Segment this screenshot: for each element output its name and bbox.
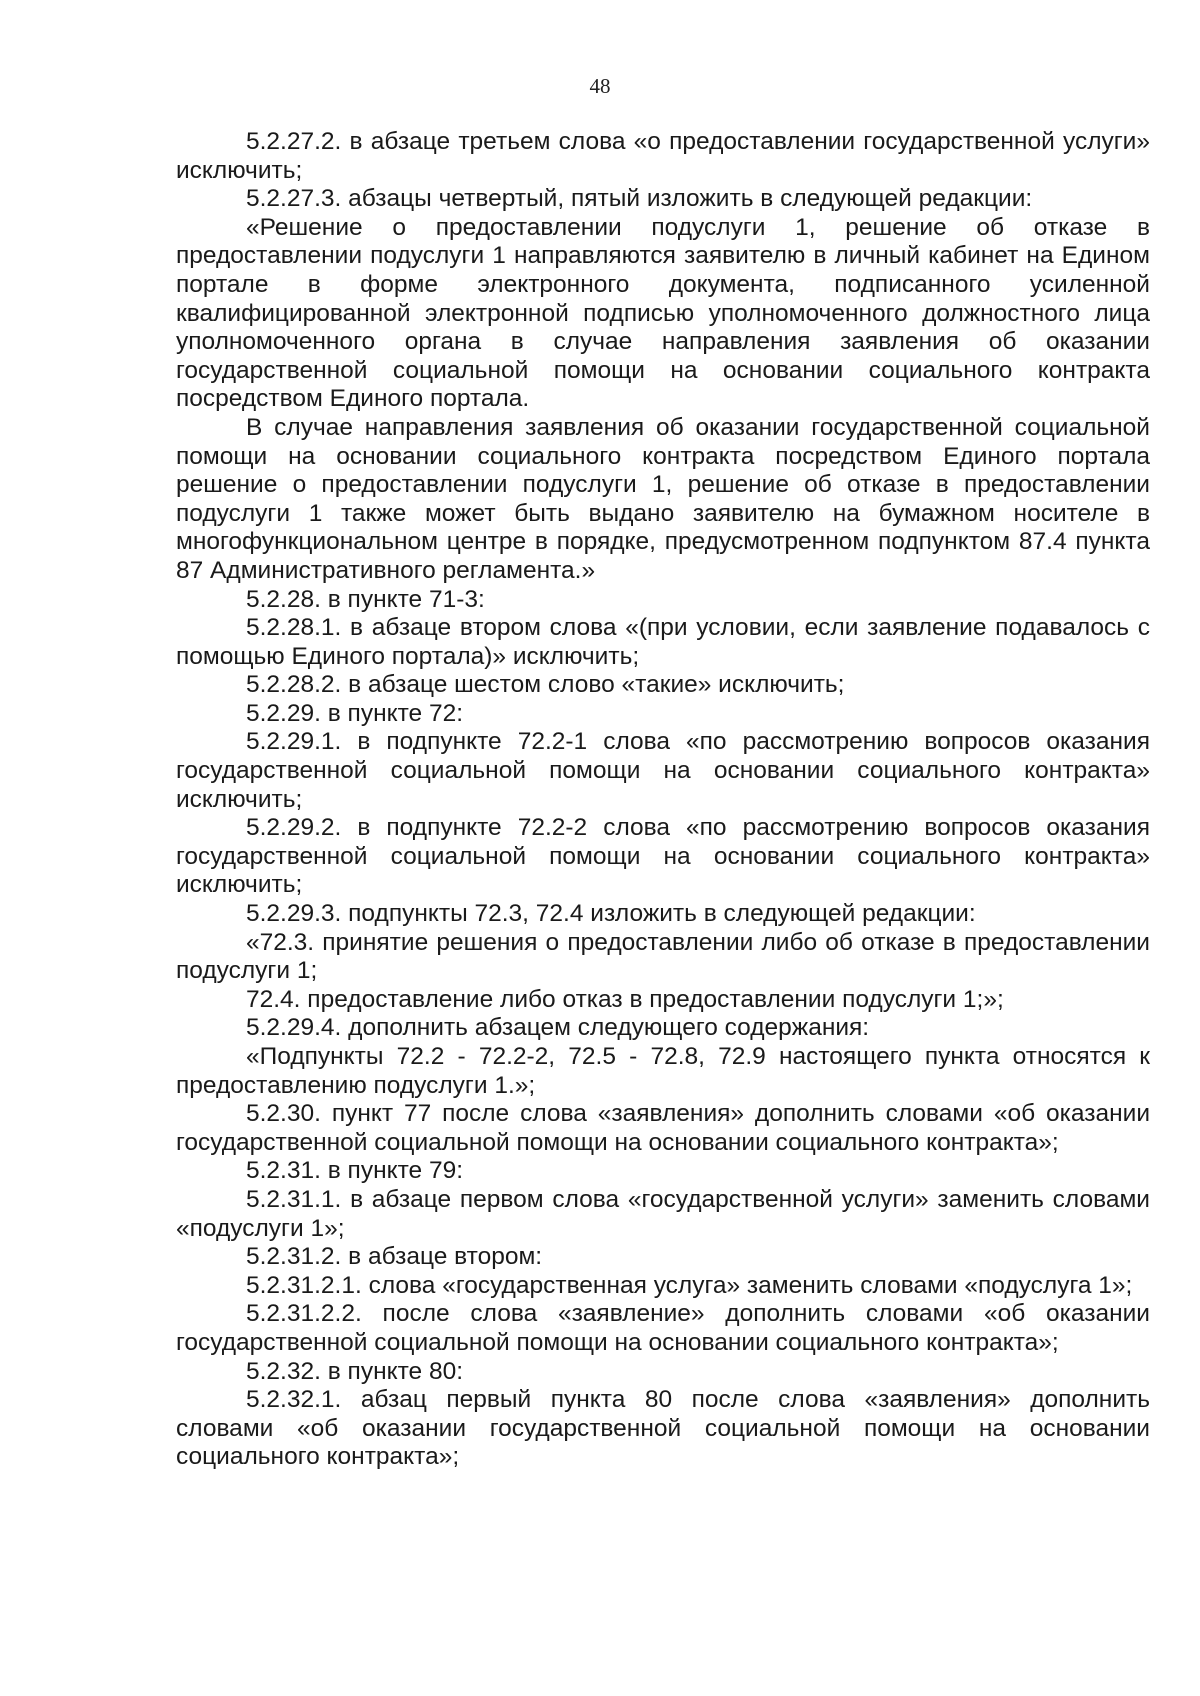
paragraph: 5.2.29.2. в подпункте 72.2-2 слова «по рассмотрению вопросов оказания государственной социальной помощи на основании социального контракта» исключить; [176, 814, 1150, 899]
paragraph: 5.2.29. в пункте 72: [246, 699, 464, 727]
paragraph: 5.2.28. в пункте 71-3: [246, 585, 485, 613]
paragraph: «Подпункты 72.2 - 72.2-2, 72.5 - 72.8, 72.9 настоящего пункта относятся к предоставлению подуслуги 1.»; [176, 1043, 1150, 1099]
paragraph: В случае направления заявления об оказании государственной социальной помощи на основании социального контракта посредством Единого портала решение о предоставлении подуслуги 1, решение об отказе в предоставлении подуслуги 1 также может быть выдано заявителю на бумажном носителе в многофункциональном центре в порядке, предусмотренном подпунктом 87.4 пункта 87 Административного регламента.» [176, 413, 1150, 584]
paragraph: 5.2.29.4. дополнить абзацем следующего содержания: [246, 1014, 870, 1042]
paragraph: 5.2.32. в пункте 80: [246, 1357, 464, 1385]
document-body [176, 128, 1150, 1472]
paragraph: 5.2.31.2.2. после слова «заявление» дополнить словами «об оказании государственной социальной помощи на основании социального контракта»; [176, 1300, 1150, 1356]
paragraph: 5.2.28.2. в абзаце шестом слово «такие» исключить; [246, 671, 845, 699]
paragraph: 72.4. предоставление либо отказ в предоставлении подуслуги 1;»; [246, 985, 1004, 1013]
paragraph: 5.2.28.1. в абзаце втором слова «(при условии, если заявление подавалось с помощью Единого портала)» исключить; [176, 614, 1150, 670]
paragraph: 5.2.31.2.1. слова «государственная услуга» заменить словами «подуслуга 1»; [246, 1271, 1133, 1299]
paragraph: 5.2.32.1. абзац первый пункта 80 после слова «заявления» дополнить словами «об оказании государственной социальной помощи на основании социального контракта»; [176, 1386, 1150, 1471]
paragraph: «Решение о предоставлении подуслуги 1, решение об отказе в предоставлении подуслуги 1 направляются заявителю в личный кабинет на Едином портале в форме электронного документа, подписанного усиленной квалифицированной электронной подписью уполномоченного должностного лица уполномоченного органа в случае направления заявления об оказании государственной социальной помощи на основании социального контракта посредством Единого портала. [176, 213, 1150, 413]
paragraph: 5.2.29.3. подпункты 72.3, 72.4 изложить в следующей редакции: [246, 900, 976, 928]
paragraph: «72.3. принятие решения о предоставлении либо об отказе в предоставлении подуслуги 1; [176, 928, 1150, 985]
paragraph: 5.2.27.2. в абзаце третьем слова «о предоставлении государственной услуги» исключить; [176, 128, 1150, 184]
paragraph: 5.2.31.2. в абзаце втором: [246, 1243, 543, 1271]
paragraph: 5.2.30. пункт 77 после слова «заявления» дополнить словами «об оказании государственной социальной помощи на основании социального контракта»; [176, 1100, 1150, 1156]
paragraph: 5.2.27.3. абзацы четвертый, пятый изложить в следующей редакции: [246, 185, 1033, 213]
paragraph: 5.2.29.1. в подпункте 72.2-1 слова «по рассмотрению вопросов оказания государственной социальной помощи на основании социального контракта» исключить; [176, 728, 1150, 813]
page-number: 48 [589, 74, 611, 98]
paragraph: 5.2.31. в пункте 79: [246, 1157, 464, 1185]
paragraph: 5.2.31.1. в абзаце первом слова «государственной услуги» заменить словами «подуслуги 1»; [176, 1185, 1150, 1242]
